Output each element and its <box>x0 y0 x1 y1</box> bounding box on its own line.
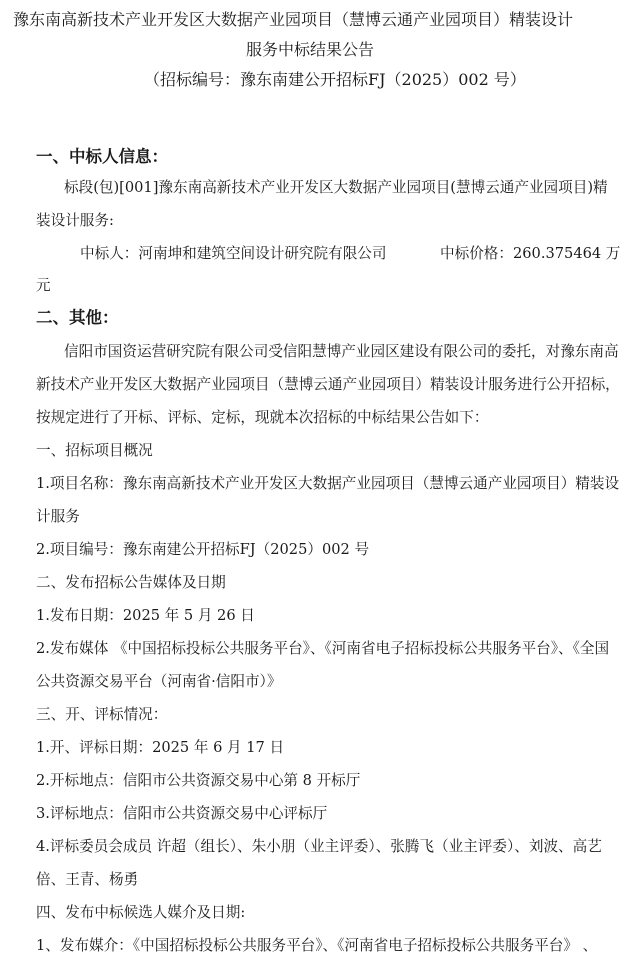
winner-price: 中标价格：260.375464 万 <box>440 245 621 262</box>
title-line-2: 服务中标结果公告 <box>246 40 375 59</box>
winner-price-unit: 元 <box>36 277 51 294</box>
publish-media-line-2: 公共资源交易平台（河南省·信阳市）》 <box>36 673 282 690</box>
section-1-heading: 一、中标人信息： <box>36 147 168 166</box>
media-heading: 二、发布招标公告媒体及日期 <box>36 574 226 591</box>
intro-line-1: 信阳市国资运营研究院有限公司受信阳慧博产业园区建设有限公司的委托，对豫东南高 <box>64 343 619 360</box>
candidate-media: 1、发布媒介：《中国招标投标公共服务平台》、《河南省电子招标投标公共服务平台》 、 <box>36 937 598 954</box>
publish-media-line-1: 2.发布媒体 《中国招标投标公共服务平台》、《河南省电子招标投标公共服务平台》、《全国 <box>36 640 610 657</box>
section-2-heading: 二、其他： <box>36 308 119 327</box>
title-line-1: 豫东南高新技术产业开发区大数据产业园项目（慧博云通产业园项目）精装设计 <box>13 10 574 29</box>
evaluation-heading: 三、开、评标情况： <box>36 706 168 723</box>
bid-opening-place: 2.开标地点：信阳市公共资源交易中心第 8 开标厅 <box>36 772 361 789</box>
overview-heading: 一、招标项目概况 <box>36 442 153 459</box>
title-line-3: （招标编号：豫东南建公开招标FJ（2025）002 号） <box>144 70 526 89</box>
evaluation-date: 1.开、评标日期：2025 年 6 月 17 日 <box>36 739 285 756</box>
publish-date: 1.发布日期：2025 年 5 月 26 日 <box>36 607 255 624</box>
project-name-line-1: 1.项目名称：豫东南高新技术产业开发区大数据产业园项目（慧博云通产业园项目）精装设 <box>36 475 620 492</box>
project-name-line-2: 计服务 <box>36 508 80 525</box>
intro-line-3: 按规定进行了开标、评标、定标，现就本次招标的中标结果公告如下： <box>36 409 489 426</box>
committee-members-line-1: 4.评标委员会成员 许超（组长）、朱小朋（业主评委）、张腾飞（业主评委）、刘波、高艺 <box>36 838 602 855</box>
committee-members-line-2: 倍、王青、杨勇 <box>36 871 139 888</box>
lot-description-line-1: 标段(包)[001]豫东南高新技术产业开发区大数据产业园项目(慧博云通产业园项目)精 <box>64 179 608 196</box>
intro-line-2: 新技术产业开发区大数据产业园项目（慧博云通产业园项目）精装设计服务进行公开招标， <box>36 376 620 393</box>
lot-description-line-2: 装设计服务: <box>36 212 114 229</box>
candidate-heading: 四、发布中标候选人媒介及日期: <box>36 904 246 921</box>
project-number: 2.项目编号：豫东南建公开招标FJ（2025）002 号 <box>36 541 370 558</box>
evaluation-place: 3.评标地点：信阳市公共资源交易中心评标厅 <box>36 805 328 822</box>
winner-name: 中标人：河南坤和建筑空间设计研究院有限公司 <box>80 245 387 262</box>
